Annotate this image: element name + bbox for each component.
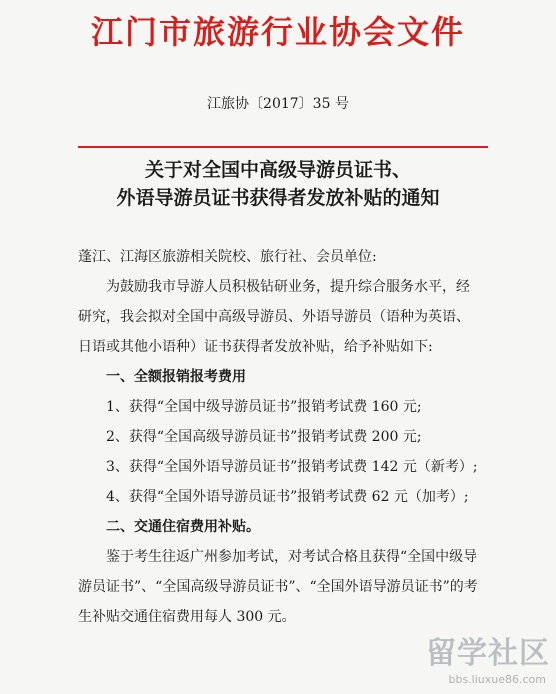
section-1-heading: 一、全额报销报考费用	[106, 369, 246, 385]
watermark-logo-text: 留学社区	[426, 636, 550, 671]
section-2-heading: 二、交通住宿费用补贴。	[106, 519, 260, 535]
red-divider-line	[78, 146, 488, 148]
notice-body	[78, 242, 478, 632]
list-item: 3、获得“全国外语导游员证书”报销考试费 142 元（新考）;	[106, 459, 478, 475]
section-2-paragraph: 鉴于考生往返广州参加考试，对考试合格且获得“全国中级导游员证书”、“全国高级导游员证书”、“全国外语导游员证书”的考生补贴交通住宿费用每人 300 元。	[78, 549, 478, 625]
notice-title	[0, 156, 556, 212]
site-watermark	[382, 628, 550, 686]
intro-paragraph: 为鼓励我市导游人员积极钻研业务，提升综合服务水平，经研究，我会拟对全国中高级导游员、外语导游员（语种为英语、日语或其他小语种）证书获得者发放补贴，给予补贴如下:	[78, 279, 470, 355]
list-item: 1、获得“全国中级导游员证书”报销考试费 160 元;	[106, 399, 422, 415]
list-item: 2、获得“全国高级导游员证书”报销考试费 200 元;	[106, 429, 422, 445]
document-number: 江旅协〔2017〕35 号	[207, 96, 349, 112]
greeting: 蓬江、江海区旅游相关院校、旅行社、会员单位:	[78, 249, 377, 265]
notice-title-line-2: 外语导游员证书获得者发放补贴的通知	[116, 187, 440, 209]
document-header-title: 江门市旅游行业协会文件	[90, 13, 465, 51]
notice-title-line-1: 关于对全国中高级导游员证书、	[144, 159, 411, 181]
watermark-url: bbs.liuxue86.com	[448, 673, 546, 686]
list-item: 4、获得“全国外语导游员证书”报销考试费 62 元（加考）;	[106, 489, 469, 505]
